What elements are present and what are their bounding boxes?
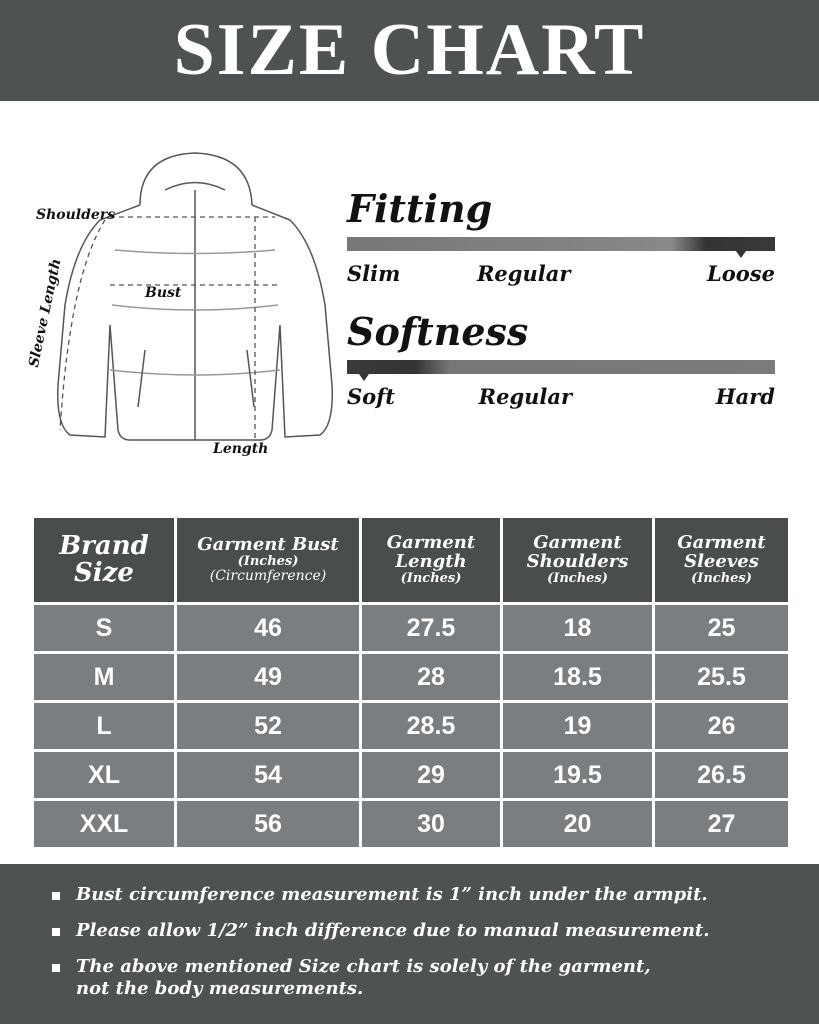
table-cell: 18.5 (503, 654, 652, 700)
fitting-label-loose: Loose (707, 261, 775, 286)
softness-label-hard: Hard (715, 384, 775, 409)
note-item (52, 956, 819, 1000)
softness-bar (347, 360, 775, 374)
table-cell: 56 (177, 801, 359, 847)
size-table (31, 515, 791, 850)
header-sub2: (Circumference) (209, 567, 327, 584)
table-cell: 27.5 (362, 605, 500, 651)
fitting-label-slim: Slim (347, 261, 401, 286)
table-row (34, 752, 788, 798)
table-cell: 25.5 (655, 654, 788, 700)
table-cell: XXL (34, 801, 174, 847)
note-text: Please allow 1/2” inch difference due to manual measurement. (76, 920, 710, 941)
table-cell: 30 (362, 801, 500, 847)
table-cell: 54 (177, 752, 359, 798)
table-cell: XL (34, 752, 174, 798)
table-cell: 28.5 (362, 703, 500, 749)
column-header (655, 518, 788, 602)
shoulders-label: Shoulders (36, 207, 116, 223)
header-sub: (Inches) (237, 554, 299, 570)
table-cell: M (34, 654, 174, 700)
table-cell: 26.5 (655, 752, 788, 798)
page-title: SIZE CHART (173, 9, 646, 91)
note-text: The above mentioned Size chart is solely of the garment, not the body measurements. (76, 956, 651, 999)
header-sub: (Inches) (691, 571, 752, 587)
table-cell: 19 (503, 703, 652, 749)
note-text: Bust circumference measurement is 1” inch under the armpit. (76, 884, 708, 905)
length-label: Length (213, 441, 269, 457)
softness-title: Softness (347, 309, 529, 354)
fitting-marker-icon (736, 251, 746, 258)
table-header-row (34, 518, 788, 602)
table-row (34, 654, 788, 700)
column-header (34, 518, 174, 602)
title-bar (0, 0, 819, 101)
table-cell: S (34, 605, 174, 651)
fitting-label-regular: Regular (476, 261, 571, 286)
table-row (34, 605, 788, 651)
table-cell: 28 (362, 654, 500, 700)
note-item (52, 920, 819, 942)
fitting-title: Fitting (347, 186, 493, 231)
table-cell: 29 (362, 752, 500, 798)
header-sub: (Inches) (400, 571, 462, 587)
sleeve-length-label: Sleeve Length (25, 257, 65, 369)
jacket-diagram (30, 145, 350, 465)
table-cell: 25 (655, 605, 788, 651)
softness-scale (347, 310, 775, 409)
notes-footer (0, 864, 819, 1024)
header-main: Garment Sleeves (677, 532, 766, 573)
column-header (362, 518, 500, 602)
header-main: Brand Size (59, 530, 149, 588)
table-cell: 26 (655, 703, 788, 749)
table-row (34, 703, 788, 749)
table-cell: 49 (177, 654, 359, 700)
softness-label-regular: Regular (478, 384, 573, 409)
note-item (52, 884, 819, 906)
fitting-bar (347, 237, 775, 251)
header-main: Garment Length (386, 532, 476, 573)
bullet-icon (52, 928, 60, 936)
table-cell: 18 (503, 605, 652, 651)
bullet-icon (52, 892, 60, 900)
softness-label-soft: Soft (347, 384, 395, 409)
column-header (177, 518, 359, 602)
table-cell: 46 (177, 605, 359, 651)
header-main: Garment Shoulders (526, 532, 629, 573)
bust-label: Bust (145, 285, 182, 301)
column-header (503, 518, 652, 602)
table-cell: 19.5 (503, 752, 652, 798)
header-sub: (Inches) (547, 571, 608, 587)
table-cell: 27 (655, 801, 788, 847)
table-cell: 52 (177, 703, 359, 749)
header-main: Garment Bust (197, 534, 339, 556)
table-cell: 20 (503, 801, 652, 847)
fitting-scale (347, 187, 775, 286)
table-cell: L (34, 703, 174, 749)
table-row (34, 801, 788, 847)
softness-marker-icon (359, 374, 369, 381)
bullet-icon (52, 964, 60, 972)
